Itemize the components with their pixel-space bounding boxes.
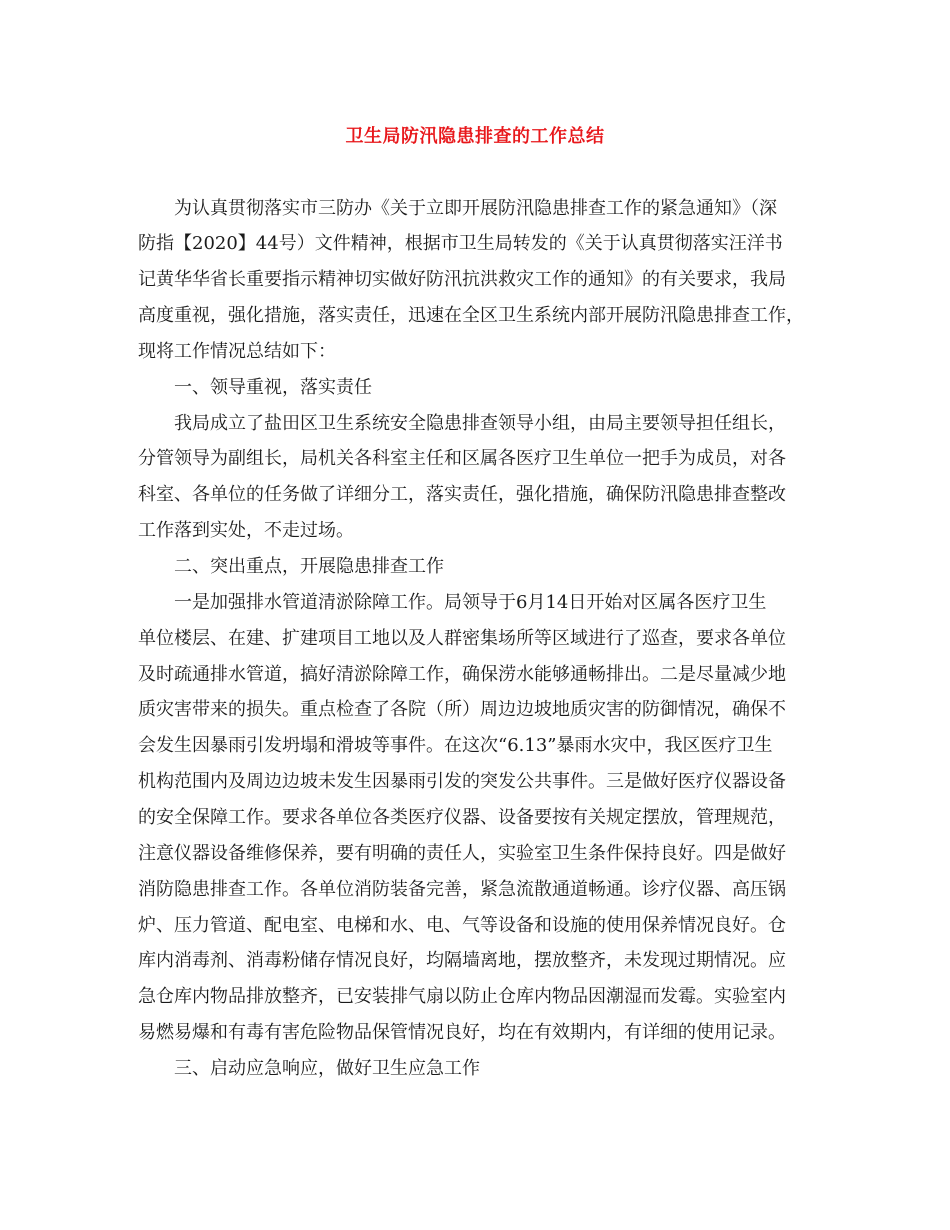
document-title: 卫生局防汛隐患排查的工作总结 [345, 126, 605, 147]
paragraph-line: 我局成立了盐田区卫生系统安全隐患排查领导小组，由局主要领导担任组长， [174, 413, 786, 434]
section-heading: 二、突出重点，开展隐患排查工作 [174, 556, 444, 577]
paragraph-line: 科室、各单位的任务做了详细分工，落实责任，强化措施，确保防汛隐患排查整改 [138, 484, 786, 505]
paragraph-line: 分管领导为副组长，局机关各科室主任和区属各医疗卫生单位一把手为成员，对各 [138, 448, 786, 469]
paragraph-line: 防指【2020】44号）文件精神，根据市卫生局转发的《关于认真贯彻落实汪洋书 [138, 233, 783, 254]
paragraph-line: 炉、压力管道、配电室、电梯和水、电、气等设备和设施的使用保养情况良好。仓 [138, 915, 786, 936]
paragraph-line: 消防隐患排查工作。各单位消防装备完善，紧急流散通道畅通。诊疗仪器、高压锅 [138, 879, 786, 900]
section-heading: 一、领导重视，落实责任 [174, 377, 372, 398]
paragraph-line: 易燃易爆和有毒有害危险物品保管情况良好，均在有效期内，有详细的使用记录。 [138, 1022, 786, 1043]
paragraph-line: 一是加强排水管道清淤除障工作。局领导于6月14日开始对区属各医疗卫生 [174, 592, 767, 613]
paragraph-line: 为认真贯彻落实市三防办《关于立即开展防汛隐患排查工作的紧急通知》（深 [174, 198, 777, 219]
paragraph-line: 注意仪器设备维修保养，要有明确的责任人，实验室卫生条件保持良好。四是做好 [138, 843, 786, 864]
paragraph-line: 会发生因暴雨引发坍塌和滑坡等事件。在这次“6.13”暴雨水灾中，我区医疗卫生 [138, 735, 773, 756]
paragraph-line: 及时疏通排水管道，搞好清淤除障工作，确保涝水能够通畅排出。二是尽量减少地 [138, 664, 786, 685]
section-heading: 三、启动应急响应，做好卫生应急工作 [174, 1058, 480, 1079]
paragraph-line: 高度重视，强化措施，落实责任，迅速在全区卫生系统内部开展防汛隐患排查工作， [138, 305, 804, 326]
paragraph-line: 单位楼层、在建、扩建项目工地以及人群密集场所等区域进行了巡查，要求各单位 [138, 628, 786, 649]
paragraph-line: 的安全保障工作。要求各单位各类医疗仪器、设备要按有关规定摆放，管理规范， [138, 807, 786, 828]
paragraph-line: 工作落到实处，不走过场。 [138, 520, 354, 541]
paragraph-line: 现将工作情况总结如下： [138, 341, 336, 362]
paragraph-line: 急仓库内物品排放整齐，已安装排气扇以防止仓库内物品因潮湿而发霉。实验室内 [138, 986, 786, 1007]
paragraph-line: 库内消毒剂、消毒粉储存情况良好，均隔墙离地，摆放整齐，未发现过期情况。应 [138, 950, 786, 971]
paragraph-line: 质灾害带来的损失。重点检查了各院（所）周边边坡地质灾害的防御情况，确保不 [138, 699, 786, 720]
paragraph-line: 记黄华华省长重要指示精神切实做好防汛抗洪救灾工作的通知》的有关要求，我局 [138, 269, 786, 290]
paragraph-line: 机构范围内及周边边坡未发生因暴雨引发的突发公共事件。三是做好医疗仪器设备 [138, 771, 786, 792]
